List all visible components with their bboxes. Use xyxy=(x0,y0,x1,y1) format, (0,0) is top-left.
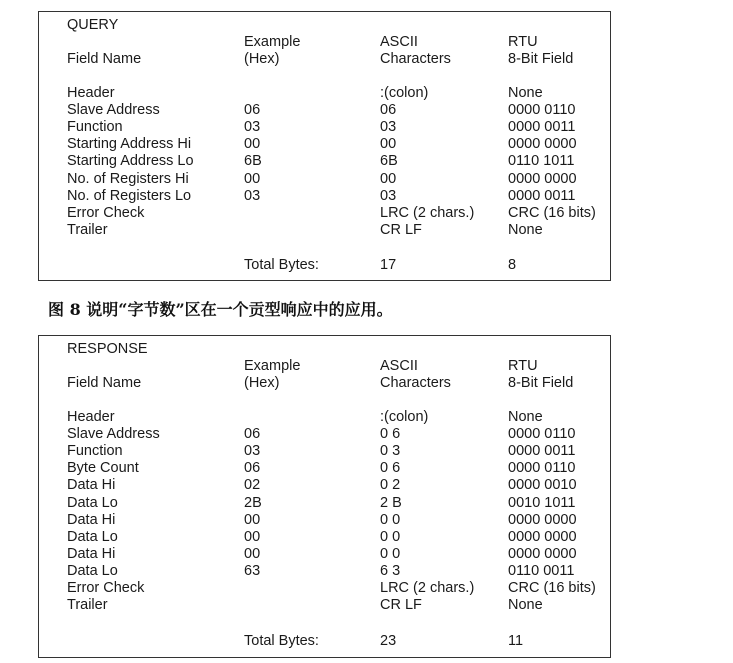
response-row-field-name: Byte Count xyxy=(67,460,139,477)
query-row-field-name: Error Check xyxy=(67,204,145,221)
query-row-ascii-chars: 6B xyxy=(380,153,398,170)
response-header-rtu-unit: 8-Bit Field xyxy=(508,375,574,391)
query-total-rtu: 8 xyxy=(508,257,517,273)
query-row-rtu-bits: 0000 0011 xyxy=(508,187,576,204)
query-row-ascii-chars: CR LF xyxy=(380,221,422,238)
query-row-example-hex: 03 xyxy=(244,187,261,204)
query-row-ascii-chars: 00 xyxy=(380,136,397,153)
query-row-rtu-bits: CRC (16 bits) xyxy=(508,204,596,221)
response-row-rtu-bits: 0000 0010 xyxy=(508,477,577,494)
response-row-rtu-bits: None xyxy=(508,597,543,614)
query-table xyxy=(38,11,611,281)
response-total-rtu: 11 xyxy=(508,633,524,649)
response-header-rtu: RTU xyxy=(508,358,538,374)
query-row-rtu-bits: 0000 0110 xyxy=(508,102,576,119)
response-row-rtu-bits: CRC (16 bits) xyxy=(508,580,596,596)
response-row-field-name: Slave Address xyxy=(67,426,160,443)
response-row-field-name: Trailer xyxy=(67,597,108,614)
response-row-field-name: Data Hi xyxy=(67,477,116,494)
query-row-ascii-chars: 00 xyxy=(380,170,397,187)
response-row-ascii-chars: 2 B xyxy=(380,494,402,511)
query-row-example-hex: 03 xyxy=(244,119,261,136)
response-row-rtu-bits: 0010 1011 xyxy=(508,494,576,511)
query-header-example-unit: (Hex) xyxy=(244,51,280,67)
response-row-ascii-chars: 0 3 xyxy=(380,443,401,460)
response-row-rtu-bits: 0000 0000 xyxy=(508,528,577,545)
response-row-ascii-chars: :(colon) xyxy=(380,409,429,425)
query-row-field-name: No. of Registers Hi xyxy=(67,170,189,187)
response-row-example-hex: 03 xyxy=(244,443,261,460)
query-header-field-name: Field Name xyxy=(67,51,142,67)
response-row-field-name: Header xyxy=(67,409,115,425)
query-row-rtu-bits: 0000 0011 xyxy=(508,119,576,136)
response-row-field-name: Data Lo xyxy=(67,562,118,579)
query-row-field-name: Starting Address Lo xyxy=(67,153,194,170)
query-row-rtu-bits: 0000 0000 xyxy=(508,136,577,153)
response-row-example-hex: 2B xyxy=(244,494,262,511)
query-header-rtu: RTU xyxy=(508,34,538,50)
figure-caption: 图 8 说明“字节数”区在一个贡型响应中的应用。 xyxy=(48,300,393,319)
query-row-example-hex: 6B xyxy=(244,153,262,170)
query-row-rtu-bits: 0110 1011 xyxy=(508,153,575,170)
response-row-example-hex: 06 xyxy=(244,460,261,477)
query-row-field-name: Slave Address xyxy=(67,102,160,119)
query-row-example-hex: 06 xyxy=(244,102,261,119)
response-total-ascii: 23 xyxy=(380,633,397,649)
query-row-rtu-bits: 0000 0000 xyxy=(508,170,577,187)
response-row-ascii-chars: LRC (2 chars.) xyxy=(380,580,475,596)
query-header-rtu-unit: 8-Bit Field xyxy=(508,51,574,67)
query-total-label: Total Bytes: xyxy=(244,257,319,273)
query-row-example-hex: 00 xyxy=(244,170,261,187)
response-row-rtu-bits: 0000 0110 xyxy=(508,460,576,477)
response-row-rtu-bits: None xyxy=(508,409,543,425)
query-row-field-name: Function xyxy=(67,119,123,136)
query-row-example-hex: 00 xyxy=(244,136,261,153)
query-row-ascii-chars: 03 xyxy=(380,187,397,204)
query-row-rtu-bits: None xyxy=(508,221,543,238)
response-row-ascii-chars: 0 6 xyxy=(380,426,401,443)
response-row-example-hex: 06 xyxy=(244,426,261,443)
response-row-rtu-bits: 0110 0011 xyxy=(508,562,575,579)
response-header-field-name: Field Name xyxy=(67,375,142,391)
query-row-ascii-chars: LRC (2 chars.) xyxy=(380,204,475,221)
response-row-rtu-bits: 0000 0000 xyxy=(508,545,577,562)
response-header-example-unit: (Hex) xyxy=(244,375,280,391)
query-header-example: Example xyxy=(244,34,301,50)
response-row-example-hex: 63 xyxy=(244,562,261,579)
response-header-ascii-unit: Characters xyxy=(380,375,451,391)
response-row-example-hex: 02 xyxy=(244,477,261,494)
response-row-ascii-chars: 0 2 xyxy=(380,477,401,494)
response-row-field-name: Data Lo xyxy=(67,494,118,511)
response-row-example-hex: 00 xyxy=(244,511,261,528)
query-row-ascii-chars: 06 xyxy=(380,102,397,119)
response-row-field-name: Data Lo xyxy=(67,528,118,545)
query-row-ascii-chars: 03 xyxy=(380,119,397,136)
response-title: RESPONSE xyxy=(67,341,148,357)
response-row-ascii-chars: 0 0 xyxy=(380,511,401,528)
response-row-rtu-bits: 0000 0110 xyxy=(508,426,576,443)
response-row-field-name: Error Check xyxy=(67,580,145,596)
response-row-rtu-bits: 0000 0011 xyxy=(508,443,576,460)
response-row-ascii-chars: CR LF xyxy=(380,597,422,614)
response-header-ascii: ASCII xyxy=(380,358,418,374)
query-row-field-name: Starting Address Hi xyxy=(67,136,192,153)
query-title: QUERY xyxy=(67,17,119,33)
query-row-field-name: Header xyxy=(67,85,115,101)
response-row-ascii-chars: 0 0 xyxy=(380,545,401,562)
response-row-ascii-chars: 0 6 xyxy=(380,460,401,477)
response-row-field-name: Function xyxy=(67,443,123,460)
query-row-field-name: Trailer xyxy=(67,221,108,238)
query-total-ascii: 17 xyxy=(380,257,397,273)
query-row-ascii-chars: :(colon) xyxy=(380,85,429,101)
query-row-rtu-bits: None xyxy=(508,85,543,101)
response-table xyxy=(38,335,611,658)
response-row-field-name: Data Hi xyxy=(67,511,116,528)
response-row-example-hex: 00 xyxy=(244,528,261,545)
response-row-rtu-bits: 0000 0000 xyxy=(508,511,577,528)
response-row-example-hex: 00 xyxy=(244,545,261,562)
response-total-label: Total Bytes: xyxy=(244,633,319,649)
response-row-ascii-chars: 0 0 xyxy=(380,528,401,545)
response-row-field-name: Data Hi xyxy=(67,545,116,562)
query-row-field-name: No. of Registers Lo xyxy=(67,187,192,204)
query-header-ascii: ASCII xyxy=(380,34,418,50)
response-row-ascii-chars: 6 3 xyxy=(380,562,401,579)
response-header-example: Example xyxy=(244,358,301,374)
query-header-ascii-unit: Characters xyxy=(380,51,451,67)
